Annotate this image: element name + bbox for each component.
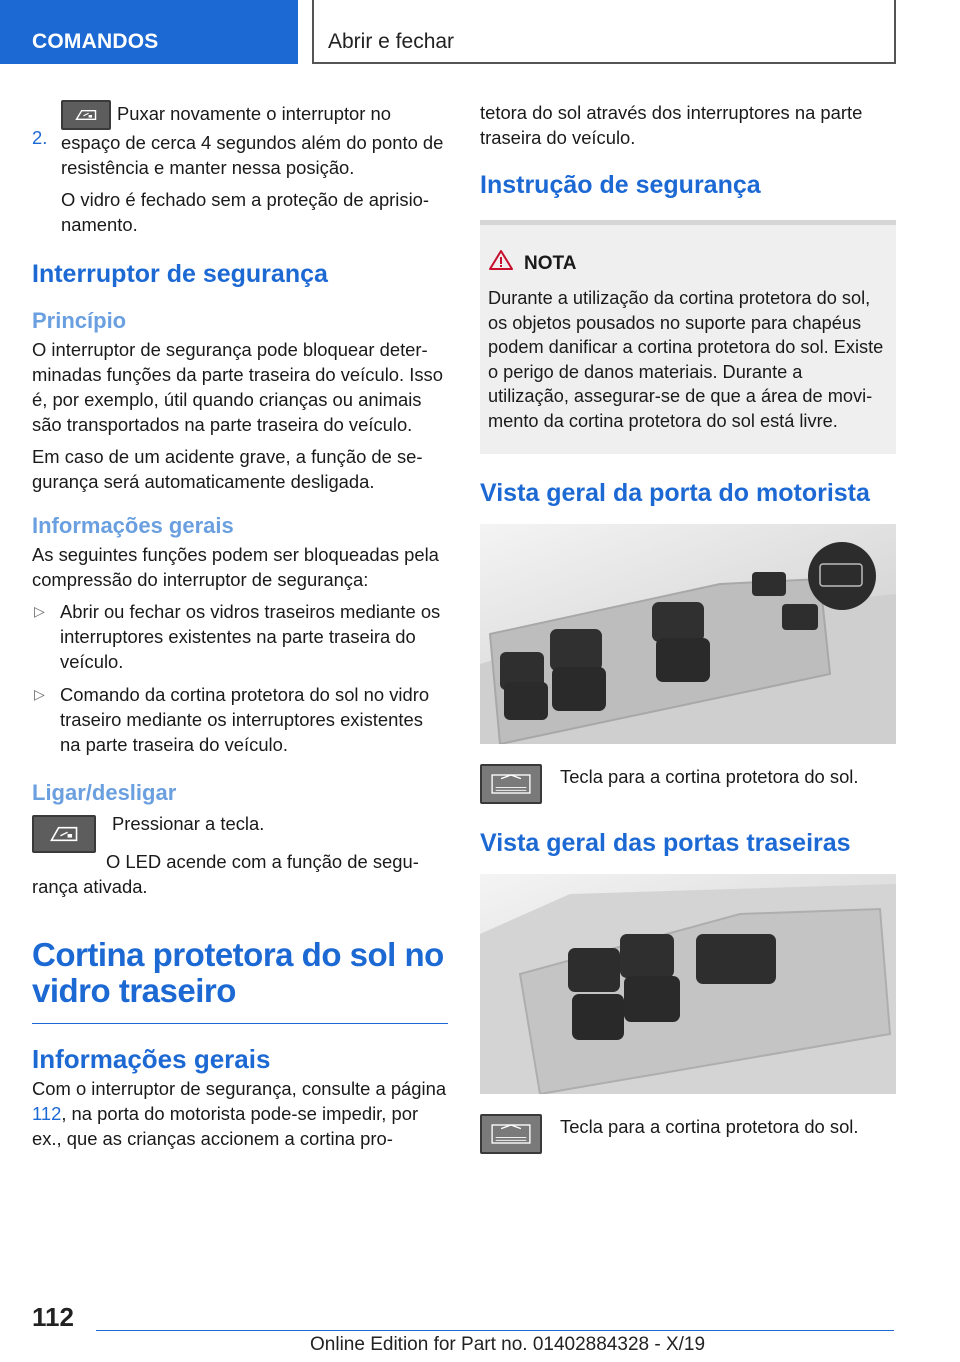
heading-rear-doors: Vista geral das portas traseiras (480, 828, 851, 857)
page-number: 112 (32, 1302, 74, 1332)
heading-driver-door: Vista geral da porta do motorista (480, 478, 870, 507)
step-text-2: O vidro é fechado sem a proteção de aprisionamento. (61, 189, 430, 235)
sunblind-paragraph: Com o interruptor de segurança, consulte a página 112, na porta do motorista pode-se impedir, por ex., que as crianças accionem a cortina pro- (32, 1078, 447, 1149)
sunblind-icon (480, 764, 542, 804)
heading-general-info-2: Informações gerais (32, 1044, 271, 1074)
onoff-text-2: O LED acende com a função de segurança ativada. (32, 851, 419, 897)
step-text-1: Puxar novamente o interruptor no espaço de cerca 4 segundos além do ponto de resistência e manter nessa posição. (61, 102, 444, 178)
principle-paragraph-2: Em caso de um acidente grave, a função de segurança será automaticamente desligada. (32, 446, 423, 492)
heading-general-info: Informações gerais (32, 513, 234, 538)
caption-row (480, 1114, 896, 1154)
heading-safety-switch: Interruptor de segurança (32, 260, 328, 288)
step-paragraph (61, 100, 448, 180)
rear-door-photo (480, 874, 896, 1094)
warning-triangle-icon (488, 249, 514, 278)
heading-sunblind: Cortina protetora do sol no vidro traseiro (32, 936, 444, 1009)
triangle-right-icon: ▷ (34, 603, 45, 619)
left-column (32, 100, 448, 1158)
general-info-paragraph: As seguintes funções podem ser bloqueadas pela compressão do interruptor de segurança: (32, 544, 439, 590)
note-box (480, 225, 896, 454)
sunblind-icon (480, 1114, 542, 1154)
list-item: ▷ Comando da cortina protetora do sol no vidro traseiro mediante os interruptores existentes na parte traseira do veículo. (34, 684, 430, 755)
section-tab: COMANDOS (0, 0, 298, 64)
right-column (480, 100, 896, 1154)
note-text: Durante a utilização da cortina protetora do sol, os objetos pousados no suporte para chapéus podem danificar a cortina protetora do sol. Existe o perigo de danos materiais. Durante a utilização, assegurar-se de que a área de movimento da cortina protetora do sol está livre. (488, 288, 884, 431)
caption-rear: Tecla para a cortina protetora do sol. (560, 1115, 859, 1137)
heading-principle: Princípio (32, 308, 127, 333)
page-link[interactable]: 112 (32, 1103, 62, 1124)
heading-on-off: Ligar/desligar (32, 780, 177, 805)
list-item: ▷ Abrir ou fechar os vidros traseiros mediante os interruptores existentes na parte traseira do veículo. (34, 601, 441, 672)
window-lock-icon (61, 100, 111, 130)
principle-paragraph-1: O interruptor de segurança pode bloquear determinadas funções da parte traseira do veículo. Isso é, por exemplo, útil quando crianças ou animais são transportados na parte traseira do veículo. (32, 339, 443, 435)
caption-row (480, 764, 896, 804)
continued-paragraph: tetora do sol através dos interruptores na parte traseira do veículo. (480, 102, 863, 148)
onoff-text-1: Pressionar a tecla. (112, 813, 265, 834)
chapter-title: Abrir e fechar (312, 0, 896, 64)
window-lock-icon (32, 815, 96, 853)
footer-divider (96, 1330, 894, 1331)
step-number: 2. (32, 127, 48, 148)
caption-driver: Tecla para a cortina protetora do sol. (560, 765, 859, 787)
driver-door-photo (480, 524, 896, 744)
edition-text: Online Edition for Part no. 01402884328 - X/19 (310, 1334, 706, 1355)
divider (32, 1023, 448, 1024)
note-title: NOTA (524, 253, 577, 274)
triangle-right-icon: ▷ (34, 686, 45, 702)
step-item (32, 100, 448, 237)
bullet-list (32, 599, 448, 757)
heading-safety-note: Instrução de segurança (480, 171, 761, 199)
on-off-row (32, 811, 448, 853)
